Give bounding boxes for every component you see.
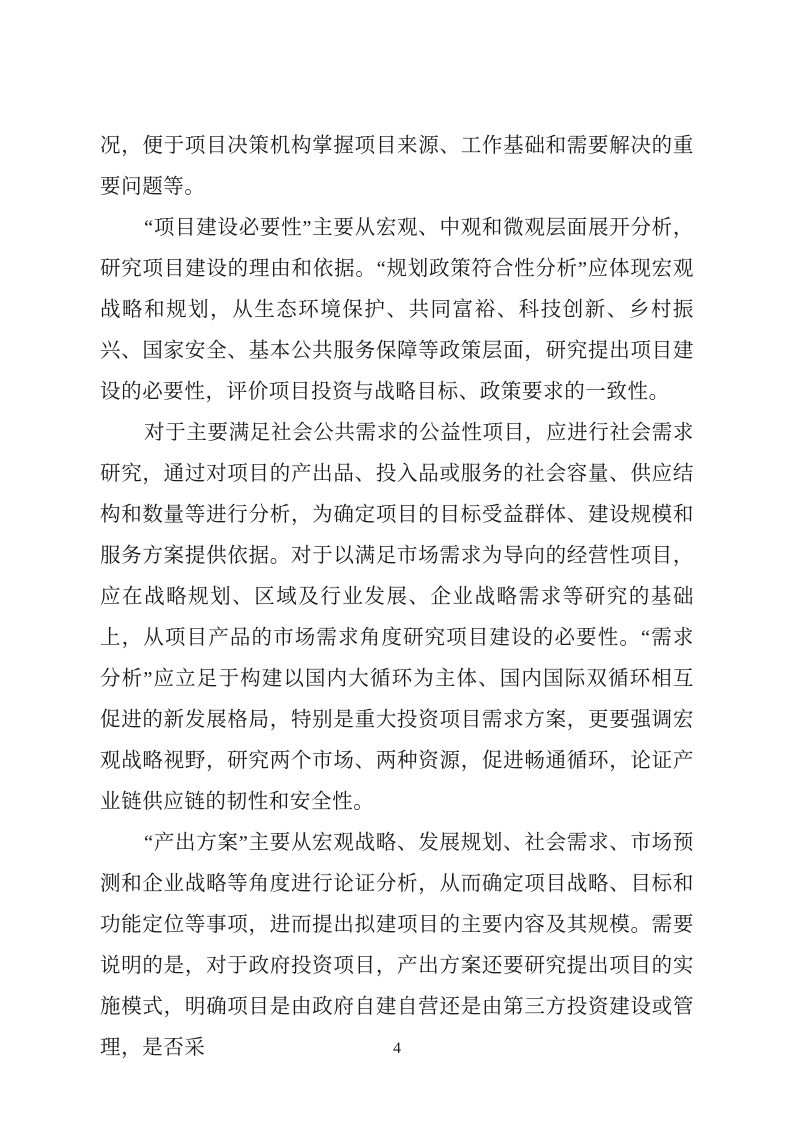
page-number: 4: [393, 1040, 401, 1057]
paragraph-2: “项目建设必要性”主要从宏观、中观和微观层面展开分析，研究项目建设的理由和依据。“规划政策符合性分析”应体现宏观战略和规划，从生态环境保护、共同富裕、科技创新、乡村振兴、国家安全、基本公共服务保障等政策层面，研究提出项目建设的必要性，评价项目投资与战略目标、政策要求的一致性。: [100, 217, 694, 403]
page-body: [100, 126, 694, 1069]
paragraph-1: 况，便于项目决策机构掌握项目来源、工作基础和需要解决的重要问题等。: [100, 135, 694, 198]
paragraph-4: “产出方案”主要从宏观战略、发展规划、社会需求、市场预测和企业战略等角度进行论证分析，从而确定项目战略、目标和功能定位等事项，进而提出拟建项目的主要内容及其规模。需要说明的是，对于政府投资项目，产出方案还要研究提出项目的实施模式，明确项目是由政府自建自营还是由第三方投资建设或管理，是否采: [100, 832, 694, 1059]
paragraph-3: 对于主要满足社会公共需求的公益性项目，应进行社会需求研究，通过对项目的产出品、投入品或服务的社会容量、供应结构和数量等进行分析，为确定项目的目标受益群体、建设规模和服务方案提供依据。对于以满足市场需求为导向的经营性项目，应在战略规划、区域及行业发展、企业战略需求等研究的基础上，从项目产品的市场需求角度研究项目建设的必要性。“需求分析”应立足于构建以国内大循环为主体、国内国际双循环相互促进的新发展格局，特别是重大投资项目需求方案，更要强调宏观战略视野，研究两个市场、两种资源，促进畅通循环，论证产业链供应链的韧性和安全性。: [100, 422, 694, 813]
